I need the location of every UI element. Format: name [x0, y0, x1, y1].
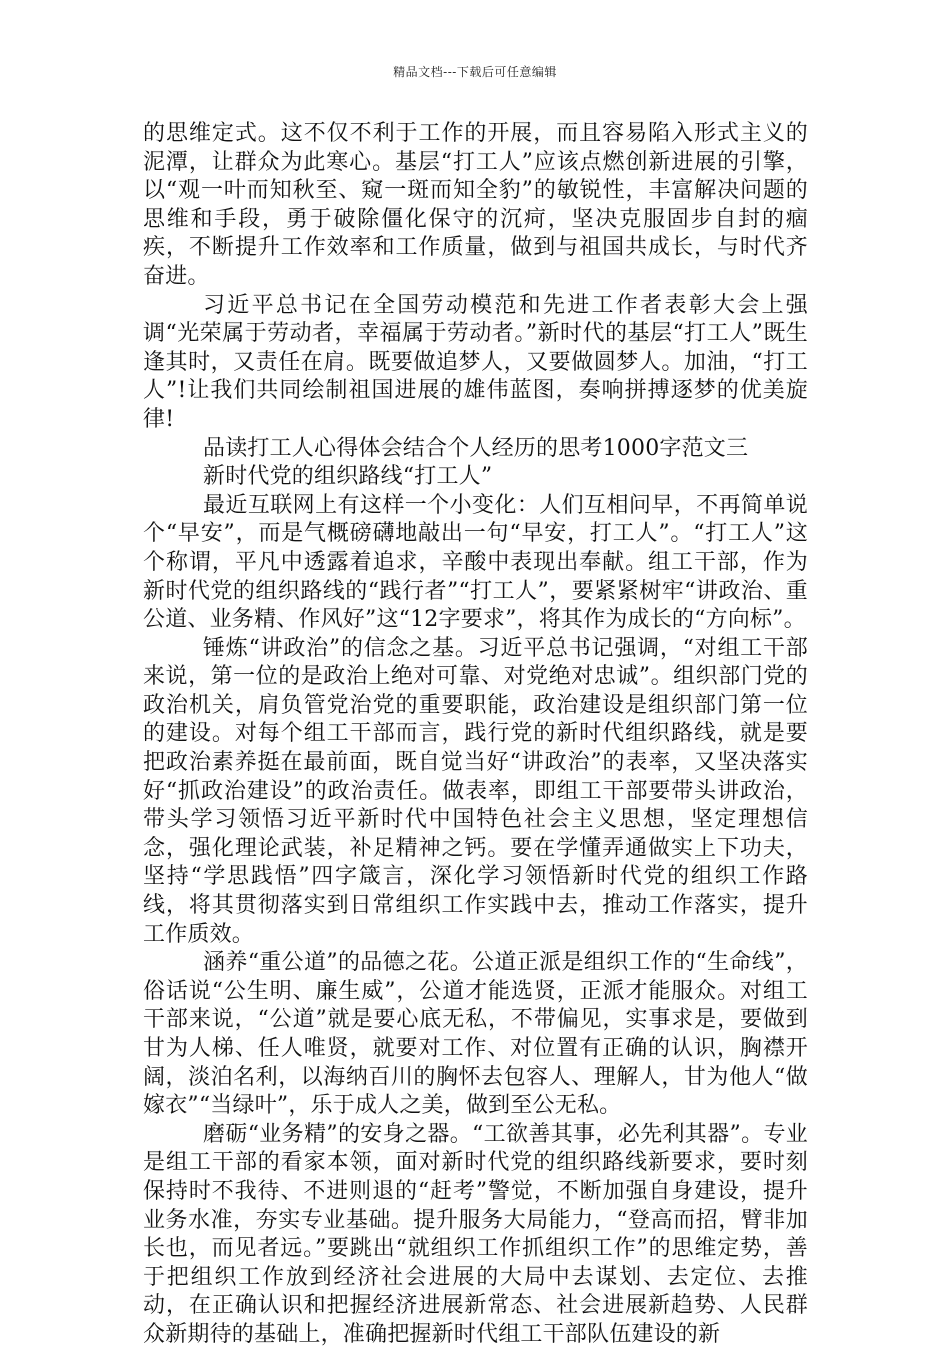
page-header: 精品文档---下载后可任意编辑	[393, 65, 557, 79]
paragraph: 磨砺“业务精”的安身之器。“工欲善其事，必先利其器”。专业是组工干部的看家本领，面对新时代党的组织路线新要求，要时刻保持时不我待、不进则退的“赶考”警觉，不断加强自身建设，提升业务水准，夯实专业基础。提升服务大局能力，“登高而招，臂非加长也，而见者远。”要跳出“就组织工作抓组织工作”的思维定势，善于把组织工作放到经济社会进展的大局中去谋划、去定位、去推动，在正确认识和把握经济进展新常态、社会进展新趋势、人民群众新期待的基础上，准确把握新时代组工干部队伍建设的新	[143, 1121, 808, 1347]
article-title: 新时代党的组织路线“打工人”	[203, 464, 493, 490]
paragraph: 的思维定式。这不仅不利于工作的开展，而且容易陷入形式主义的泥潭，让群众为此寒心。基层“打工人”应该点燃创新进展的引擎，以“观一叶而知秋至、窥一斑而知全豹”的敏锐性，丰富解决问题的思维和手段，勇于破除僵化保守的沉疴，坚决克服固步自封的痼疾，不断提升工作效率和工作质量，做到与祖国共成长，与时代齐奋进。	[143, 121, 808, 289]
paragraph: 最近互联网上有这样一个小变化：人们互相问早，不再简单说个“早安”，而是气概磅礴地敲出一句“早安，打工人”。“打工人”这个称谓，平凡中透露着追求，辛酸中表现出奉献。组工干部，作为新时代党的组织路线的“践行者”“打工人”，要紧紧树牢“讲政治、重公道、业务精、作风好”这“12字要求”，将其作为成长的“方向标”。	[143, 492, 808, 633]
paragraph: 习近平总书记在全国劳动模范和先进工作者表彰大会上强调“光荣属于劳动者，幸福属于劳动者。”新时代的基层“打工人”既生逢其时，又责任在肩。既要做追梦人，又要做圆梦人。加油，“打工人”!让我们共同绘制祖国进展的雄伟蓝图，奏响拼搏逐梦的优美旋律!	[143, 292, 808, 432]
paragraph: 锤炼“讲政治”的信念之基。习近平总书记强调，“对组工干部来说，第一位的是政治上绝对可靠、对党绝对忠诚”。组织部门党的政治机关，肩负管党治党的重要职能，政治建设是组织部门第一位的建设。对每个组工干部而言，践行党的新时代组织路线，就是要把政治素养挺在最前面，既自觉当好“讲政治”的表率，又坚决落实好“抓政治建设”的政治责任。做表率，即组工干部要带头讲政治，带头学习领悟习近平新时代中国特色社会主义思想，坚定理想信念，强化理论武装，补足精神之钙。要在学懂弄通做实上下功夫，坚持“学思践悟”四字箴言，深化学习领悟新时代党的组织工作路线，将其贯彻落实到日常组织工作实践中去，推动工作落实，提升工作质效。	[143, 635, 808, 947]
document-body	[143, 120, 808, 1350]
section-title: 品读打工人心得体会结合个人经历的思考1000字范文三	[203, 435, 749, 461]
paragraph: 涵养“重公道”的品德之花。公道正派是组织工作的“生命线”，俗话说“公生明、廉生威”，公道才能选贤，正派才能服众。对组工干部来说，“公道”就是要心底无私，不带偏见，实事求是，要做到甘为人梯、任人唯贤，就要对工作、对位置有正确的认识，胸襟开阔，淡泊名利，以海纳百川的胸怀去包容人、理解人，甘为他人“做嫁衣”“当绿叶”，乐于成人之美，做到至公无私。	[143, 950, 808, 1119]
